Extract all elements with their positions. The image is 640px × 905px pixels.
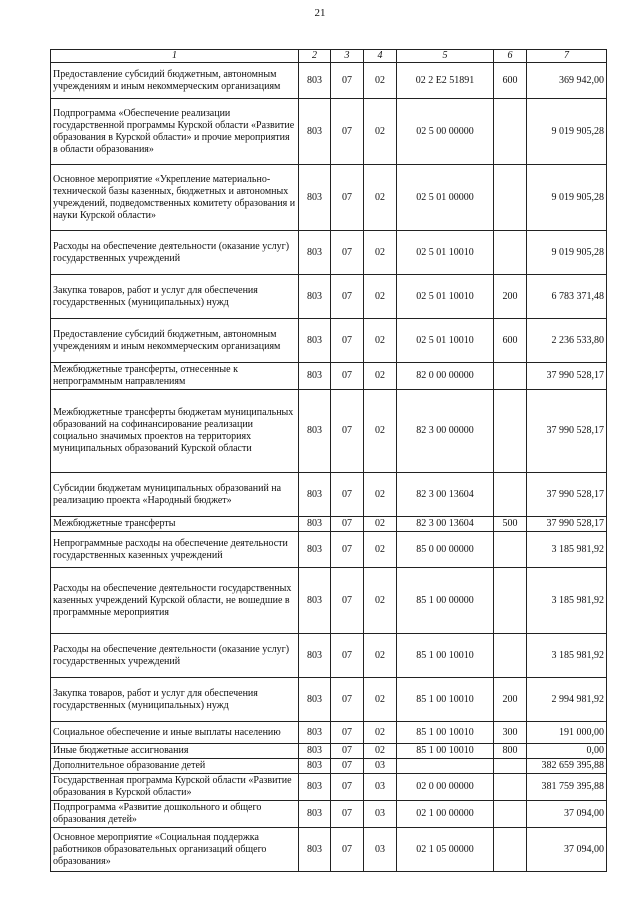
row-section: 07 [331,517,364,532]
row-name: Предоставление субсидий бюджетным, автономным учреждениям и иным некоммерческим организациям [51,63,299,99]
column-header: 1 [51,50,299,63]
table-row [51,275,607,319]
row-subsection: 02 [364,473,397,517]
table-row [51,390,607,473]
row-name: Расходы на обеспечение деятельности государственных казенных учреждений Курской области, не вошедшие в программные мероприятия [51,568,299,634]
row-expense-type [494,363,527,390]
row-section: 07 [331,744,364,759]
row-section: 07 [331,275,364,319]
row-grbs: 803 [299,63,331,99]
column-header: 4 [364,50,397,63]
row-subsection: 02 [364,568,397,634]
column-header: 5 [397,50,494,63]
row-target-article: 02 1 05 00000 [397,828,494,872]
row-target-article: 82 0 00 00000 [397,363,494,390]
row-subsection: 02 [364,722,397,744]
row-expense-type [494,828,527,872]
row-grbs: 803 [299,363,331,390]
row-expense-type [494,568,527,634]
row-target-article: 82 3 00 13604 [397,473,494,517]
row-grbs: 803 [299,165,331,231]
row-expense-type: 200 [494,678,527,722]
table-row [51,63,607,99]
row-target-article: 85 1 00 00000 [397,568,494,634]
row-target-article: 02 5 01 10010 [397,275,494,319]
row-target-article: 85 1 00 10010 [397,744,494,759]
row-expense-type [494,759,527,774]
row-subsection: 03 [364,759,397,774]
row-section: 07 [331,390,364,473]
row-target-article: 02 5 00 00000 [397,99,494,165]
row-name: Закупка товаров, работ и услуг для обеспечения государственных (муниципальных) нужд [51,275,299,319]
row-grbs: 803 [299,390,331,473]
row-subsection: 02 [364,319,397,363]
column-header: 2 [299,50,331,63]
row-grbs: 803 [299,532,331,568]
row-grbs: 803 [299,722,331,744]
row-expense-type: 300 [494,722,527,744]
row-section: 07 [331,319,364,363]
row-expense-type: 600 [494,63,527,99]
row-section: 07 [331,99,364,165]
row-amount: 3 185 981,92 [527,568,607,634]
row-amount: 37 990 528,17 [527,390,607,473]
row-expense-type: 500 [494,517,527,532]
row-target-article: 02 0 00 00000 [397,774,494,801]
row-name: Дополнительное образование детей [51,759,299,774]
table-row [51,634,607,678]
row-subsection: 02 [364,744,397,759]
table-row [51,165,607,231]
row-grbs: 803 [299,473,331,517]
row-expense-type [494,634,527,678]
table-row [51,744,607,759]
row-grbs: 803 [299,759,331,774]
row-section: 07 [331,363,364,390]
row-expense-type [494,774,527,801]
table-row [51,678,607,722]
row-section: 07 [331,678,364,722]
row-section: 07 [331,634,364,678]
row-section: 07 [331,63,364,99]
row-target-article [397,759,494,774]
row-amount: 382 659 395,88 [527,759,607,774]
row-name: Подпрограмма «Развитие дошкольного и общего образования детей» [51,801,299,828]
row-subsection: 02 [364,532,397,568]
row-name: Расходы на обеспечение деятельности (оказание услуг) государственных учреждений [51,231,299,275]
row-name: Межбюджетные трансферты бюджетам муниципальных образований на софинансирование реализации социально значимых проектов на территориях муниципальных образований Курской области [51,390,299,473]
row-target-article: 85 1 00 10010 [397,634,494,678]
row-grbs: 803 [299,319,331,363]
row-amount: 369 942,00 [527,63,607,99]
row-section: 07 [331,473,364,517]
row-section: 07 [331,532,364,568]
row-amount: 37 094,00 [527,828,607,872]
table-row [51,363,607,390]
row-amount: 191 000,00 [527,722,607,744]
row-grbs: 803 [299,774,331,801]
row-amount: 37 990 528,17 [527,517,607,532]
row-section: 07 [331,759,364,774]
row-amount: 3 185 981,92 [527,634,607,678]
row-subsection: 02 [364,634,397,678]
row-subsection: 02 [364,231,397,275]
table-row [51,568,607,634]
row-target-article: 02 2 E2 51891 [397,63,494,99]
row-target-article: 02 1 00 00000 [397,801,494,828]
table-row [51,517,607,532]
row-target-article: 02 5 01 10010 [397,319,494,363]
row-subsection: 02 [364,517,397,532]
table-header-row [51,50,607,63]
column-header: 7 [527,50,607,63]
row-section: 07 [331,165,364,231]
table-row [51,722,607,744]
row-grbs: 803 [299,678,331,722]
row-subsection: 02 [364,63,397,99]
row-amount: 9 019 905,28 [527,231,607,275]
row-expense-type [494,473,527,517]
row-grbs: 803 [299,517,331,532]
row-expense-type: 600 [494,319,527,363]
row-expense-type: 200 [494,275,527,319]
table-row [51,801,607,828]
row-expense-type [494,231,527,275]
row-section: 07 [331,828,364,872]
row-subsection: 02 [364,275,397,319]
row-subsection: 02 [364,165,397,231]
table-row [51,319,607,363]
row-amount: 2 994 981,92 [527,678,607,722]
table-row [51,99,607,165]
row-grbs: 803 [299,231,331,275]
table-row [51,532,607,568]
row-expense-type [494,165,527,231]
row-section: 07 [331,231,364,275]
row-subsection: 02 [364,390,397,473]
row-name: Основное мероприятие «Социальная поддержка работников образовательных организаций общего образования» [51,828,299,872]
row-name: Закупка товаров, работ и услуг для обеспечения государственных (муниципальных) нужд [51,678,299,722]
row-target-article: 02 5 01 00000 [397,165,494,231]
row-expense-type [494,532,527,568]
row-name: Межбюджетные трансферты [51,517,299,532]
row-expense-type: 800 [494,744,527,759]
row-subsection: 02 [364,678,397,722]
row-target-article: 85 0 00 00000 [397,532,494,568]
row-grbs: 803 [299,744,331,759]
row-subsection: 03 [364,828,397,872]
budget-table-body [51,63,607,872]
row-amount: 37 990 528,17 [527,473,607,517]
table-row [51,759,607,774]
row-name: Социальное обеспечение и иные выплаты населению [51,722,299,744]
row-section: 07 [331,801,364,828]
column-header: 6 [494,50,527,63]
table-row [51,473,607,517]
row-amount: 37 094,00 [527,801,607,828]
row-name: Расходы на обеспечение деятельности (оказание услуг) государственных учреждений [51,634,299,678]
row-name: Государственная программа Курской области «Развитие образования в Курской области» [51,774,299,801]
row-expense-type [494,801,527,828]
row-grbs: 803 [299,828,331,872]
row-amount: 2 236 533,80 [527,319,607,363]
row-subsection: 02 [364,363,397,390]
row-name: Подпрограмма «Обеспечение реализации государственной программы Курской области «Развитие образования в Курской области» и прочие мероприятия в области образования» [51,99,299,165]
row-section: 07 [331,722,364,744]
table-row [51,774,607,801]
table-row [51,231,607,275]
page-number: 21 [314,7,326,19]
row-grbs: 803 [299,568,331,634]
row-target-article: 82 3 00 13604 [397,517,494,532]
budget-table [50,49,607,872]
row-subsection: 03 [364,801,397,828]
row-expense-type [494,99,527,165]
row-amount: 3 185 981,92 [527,532,607,568]
row-amount: 9 019 905,28 [527,99,607,165]
row-section: 07 [331,774,364,801]
row-target-article: 02 5 01 10010 [397,231,494,275]
row-amount: 381 759 395,88 [527,774,607,801]
row-grbs: 803 [299,275,331,319]
column-header: 3 [331,50,364,63]
row-section: 07 [331,568,364,634]
table-row [51,828,607,872]
row-grbs: 803 [299,801,331,828]
row-name: Основное мероприятие «Укрепление материально-технической базы казенных, бюджетных и автономных учреждений, подведомственных комитету образования и науки Курской области» [51,165,299,231]
row-name: Непрограммные расходы на обеспечение деятельности государственных казенных учреждений [51,532,299,568]
row-target-article: 82 3 00 00000 [397,390,494,473]
row-name: Межбюджетные трансферты, отнесенные к непрограммным направлениям [51,363,299,390]
row-subsection: 03 [364,774,397,801]
row-name: Предоставление субсидий бюджетным, автономным учреждениям и иным некоммерческим организациям [51,319,299,363]
row-name: Субсидии бюджетам муниципальных образований на реализацию проекта «Народный бюджет» [51,473,299,517]
row-grbs: 803 [299,634,331,678]
row-amount: 37 990 528,17 [527,363,607,390]
row-amount: 0,00 [527,744,607,759]
row-subsection: 02 [364,99,397,165]
row-target-article: 85 1 00 10010 [397,678,494,722]
row-name: Иные бюджетные ассигнования [51,744,299,759]
row-expense-type [494,390,527,473]
row-amount: 9 019 905,28 [527,165,607,231]
row-amount: 6 783 371,48 [527,275,607,319]
row-grbs: 803 [299,99,331,165]
row-target-article: 85 1 00 10010 [397,722,494,744]
